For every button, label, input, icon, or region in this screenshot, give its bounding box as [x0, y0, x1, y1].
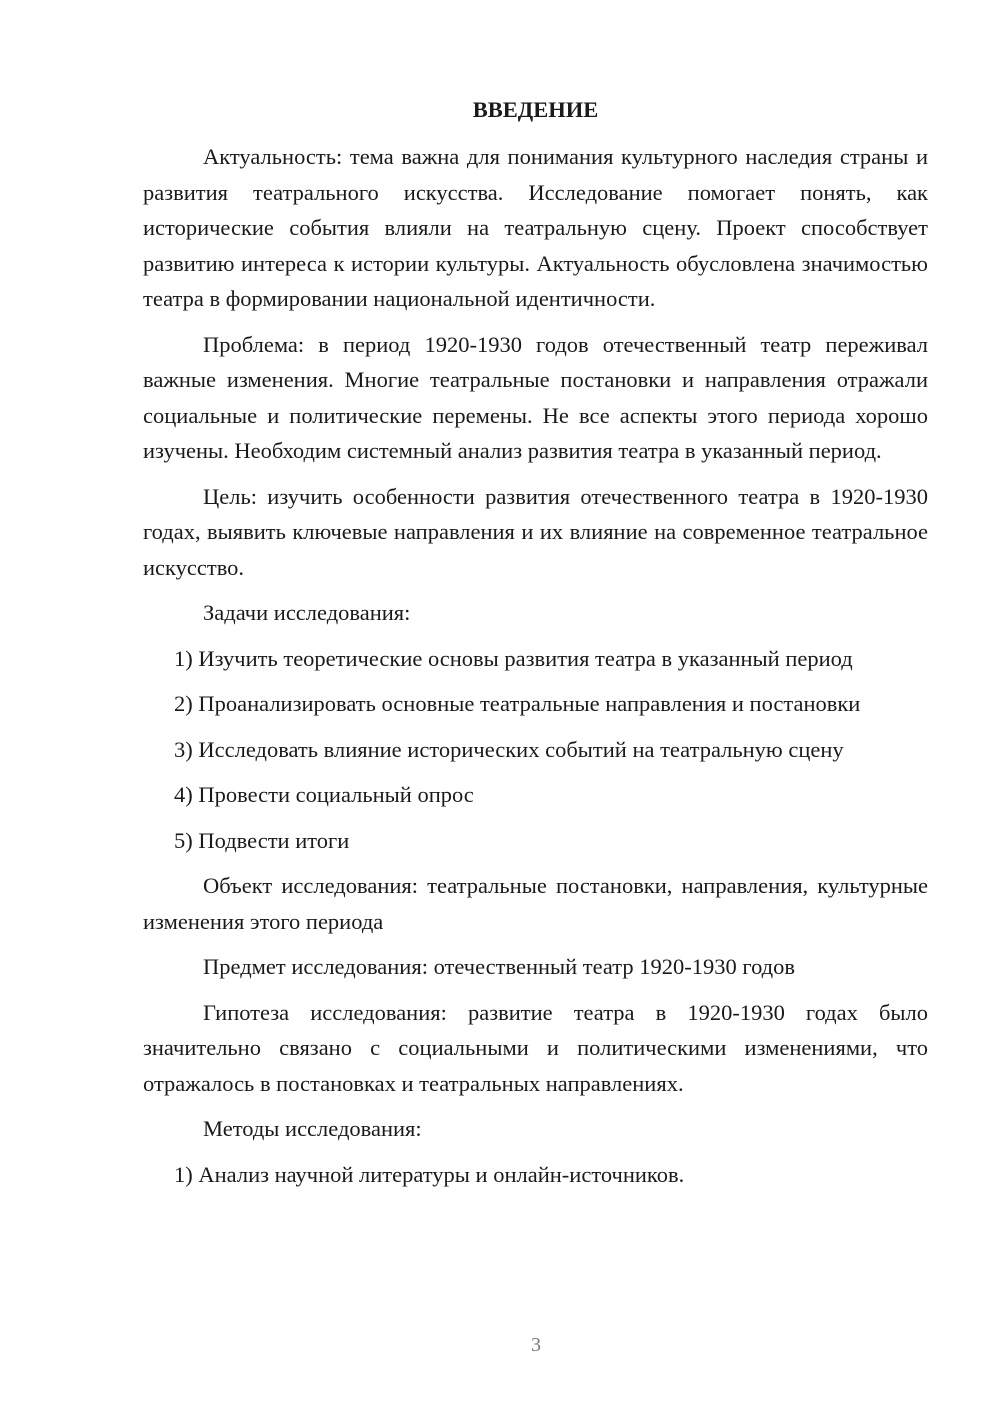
- section-title: ВВЕДЕНИЕ: [472, 97, 599, 122]
- task-item-2: 2) Проанализировать основные театральные направления и постановки: [174, 691, 861, 716]
- subject-paragraph: Предмет исследования: отечественный театр 1920-1930 годов: [203, 954, 795, 979]
- relevance-paragraph: Актуальность: тема важна для понимания культурного наследия страны и развития театрального искусства. Исследование помогает понять, как исторические события влияли на театральную сцену. Проект способствует развитию интереса к истории культуры. Актуальность обусловлена значимостью театра в формировании национальной идентичности.: [143, 144, 928, 311]
- task-item-1: 1) Изучить теоретические основы развития театра в указанный период: [174, 645, 853, 671]
- methods-heading: Методы исследования:: [203, 1116, 422, 1141]
- task-item-5: 5) Подвести итоги: [174, 827, 350, 853]
- task-item-3: 3) Исследовать влияние исторических событий на театральную сцену: [174, 736, 844, 762]
- object-paragraph: Объект исследования: театральные постановки, направления, культурные изменения этого периода: [143, 873, 928, 934]
- goal-paragraph: Цель: изучить особенности развития отечественного театра в 1920-1930 годах, выявить ключевые направления и их влияние на современное театральное искусство.: [143, 483, 928, 580]
- method-item-1: 1) Анализ научной литературы и онлайн-источников.: [174, 1161, 685, 1187]
- hypothesis-paragraph: Гипотеза исследования: развитие театра в 1920-1930 годах было значительно связано с социальными и политическими изменениями, что отражалось в постановках и театральных направлениях.: [143, 999, 928, 1096]
- page-number: 3: [531, 1334, 541, 1356]
- document-page: [143, 95, 928, 1202]
- problem-paragraph: Проблема: в период 1920-1930 годов отечественный театр переживал важные изменения. Многие театральные постановки и направления отражали социальные и политические перемены. Не все аспекты этого периода хорошо изучены. Необходим системный анализ развития театра в указанный период.: [143, 331, 928, 463]
- task-item-4: 4) Провести социальный опрос: [174, 782, 474, 807]
- tasks-heading: Задачи исследования:: [203, 600, 411, 625]
